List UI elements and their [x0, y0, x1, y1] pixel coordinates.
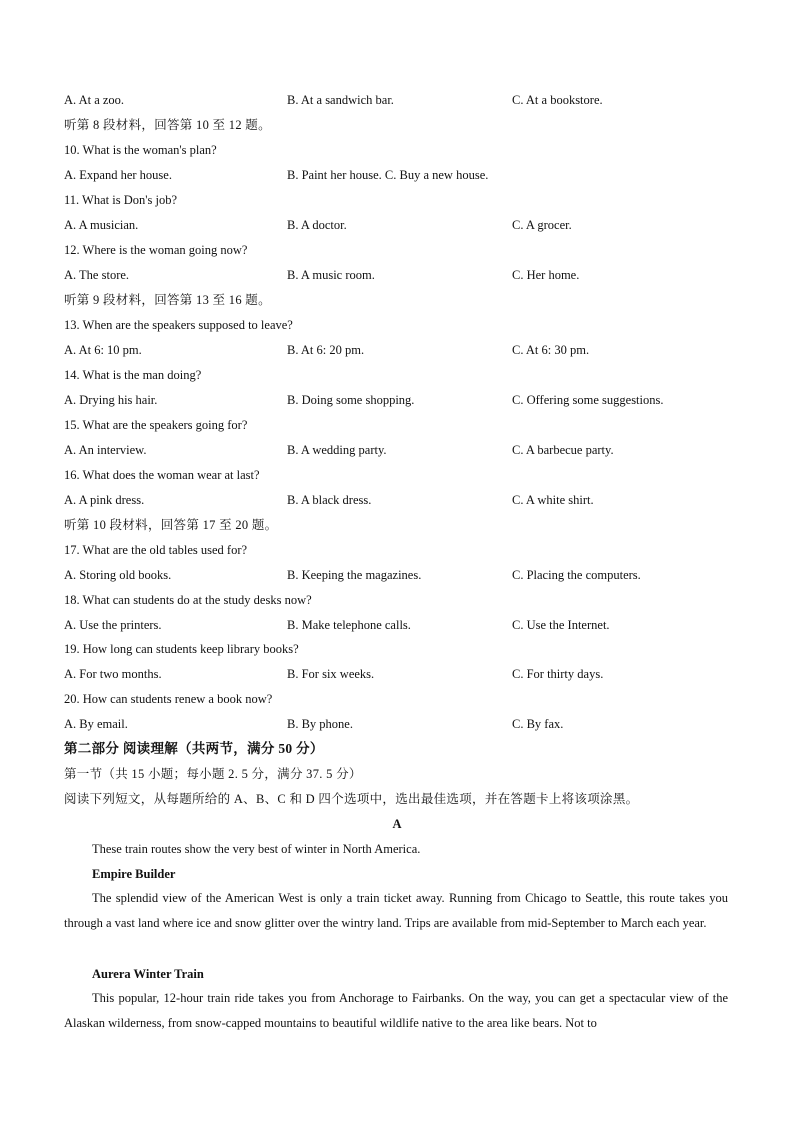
- question-13: 13. When are the speakers supposed to leave?: [64, 318, 293, 332]
- option-c: C. A white shirt.: [512, 493, 594, 507]
- q15-options: [64, 442, 744, 458]
- option-a: A. A musician.: [64, 218, 139, 232]
- option-b: B. At a sandwich bar.: [287, 93, 394, 107]
- q10-options: [64, 167, 744, 183]
- option-a: A. At 6: 10 pm.: [64, 343, 142, 357]
- section-10-instruction: 听第 10 段材料，回答第 17 至 20 题。: [64, 518, 278, 532]
- option-a: A. Expand her house.: [64, 168, 172, 182]
- option-c: C. Her home.: [512, 268, 580, 282]
- option-c: C. For thirty days.: [512, 667, 604, 681]
- question-14: 14. What is the man doing?: [64, 368, 202, 382]
- option-a: A. For two months.: [64, 667, 162, 681]
- option-a: A. Drying his hair.: [64, 393, 158, 407]
- q11-options: [64, 217, 744, 233]
- option-c: C. Placing the computers.: [512, 568, 641, 582]
- q9-options: [64, 92, 744, 108]
- passage-intro: These train routes show the very best of winter in North America.: [92, 842, 421, 856]
- question-11: 11. What is Don's job?: [64, 193, 178, 207]
- option-c: C. Offering some suggestions.: [512, 393, 664, 407]
- option-c: C. At 6: 30 pm.: [512, 343, 590, 357]
- reading-instruction: 阅读下列短文，从每题所给的 A、B、C 和 D 四个选项中，选出最佳选项，并在答题卡上将该项涂黑。: [64, 792, 639, 806]
- question-10: 10. What is the woman's plan?: [64, 143, 217, 157]
- option-c: C. At a bookstore.: [512, 93, 603, 107]
- option-a: A. By email.: [64, 717, 128, 731]
- q13-options: [64, 342, 744, 358]
- option-a: A. Use the printers.: [64, 618, 162, 632]
- question-20: 20. How can students renew a book now?: [64, 692, 273, 706]
- option-a: A. The store.: [64, 268, 130, 282]
- q19-options: [64, 666, 744, 682]
- q12-options: [64, 267, 744, 283]
- option-b: B. A doctor.: [287, 218, 347, 232]
- option-a: A. At a zoo.: [64, 93, 125, 107]
- q20-options: [64, 716, 744, 732]
- option-b: B. At 6: 20 pm.: [287, 343, 365, 357]
- question-15: 15. What are the speakers going for?: [64, 418, 248, 432]
- q17-options: [64, 567, 744, 583]
- option-b: B. By phone.: [287, 717, 353, 731]
- route-paragraph-empire-builder: The splendid view of the American West is only a train ticket away. Running from Chicago to Seattle, this route takes you through a vast land where ice and snow glitter over the wintry land. Trips are available from mid-September to March each year.: [64, 891, 728, 930]
- question-18: 18. What can students do at the study desks now?: [64, 593, 312, 607]
- q14-options: [64, 392, 744, 408]
- option-b: B. Make telephone calls.: [287, 618, 411, 632]
- q18-options: [64, 617, 744, 633]
- route-heading-aurera-winter-train: Aurera Winter Train: [92, 967, 204, 981]
- option-a: A. Storing old books.: [64, 568, 172, 582]
- option-b: B. For six weeks.: [287, 667, 375, 681]
- section-1-heading: 第一节（共 15 小题；每小题 2. 5 分，满分 37. 5 分）: [64, 767, 362, 781]
- option-b: B. A black dress.: [287, 493, 372, 507]
- option-b: B. Doing some shopping.: [287, 393, 415, 407]
- option-c: C. Use the Internet.: [512, 618, 610, 632]
- question-19: 19. How long can students keep library books?: [64, 642, 299, 656]
- question-12: 12. Where is the woman going now?: [64, 243, 248, 257]
- option-b: B. Keeping the magazines.: [287, 568, 422, 582]
- q16-options: [64, 492, 744, 508]
- question-16: 16. What does the woman wear at last?: [64, 468, 260, 482]
- option-a: A. A pink dress.: [64, 493, 145, 507]
- option-b: B. A wedding party.: [287, 443, 387, 457]
- option-b-c: B. Paint her house. C. Buy a new house.: [287, 168, 489, 182]
- route-heading-empire-builder: Empire Builder: [92, 867, 176, 881]
- option-c: C. A barbecue party.: [512, 443, 614, 457]
- option-a: A. An interview.: [64, 443, 147, 457]
- question-17: 17. What are the old tables used for?: [64, 543, 248, 557]
- section-8-instruction: 听第 8 段材料，回答第 10 至 12 题。: [64, 118, 271, 132]
- option-b: B. A music room.: [287, 268, 375, 282]
- option-c: C. By fax.: [512, 717, 564, 731]
- route-paragraph-aurera-winter-train: This popular, 12-hour train ride takes you from Anchorage to Fairbanks. On the way, you can get a spectacular view of the Alaskan wilderness, from snow-capped mountains to beautiful wildlife native to the area like bears. Not to: [64, 991, 728, 1030]
- part-2-title: 第二部分 阅读理解（共两节，满分 50 分）: [64, 741, 324, 756]
- passage-letter: A: [392, 817, 402, 831]
- option-c: C. A grocer.: [512, 218, 572, 232]
- section-9-instruction: 听第 9 段材料，回答第 13 至 16 题。: [64, 293, 271, 307]
